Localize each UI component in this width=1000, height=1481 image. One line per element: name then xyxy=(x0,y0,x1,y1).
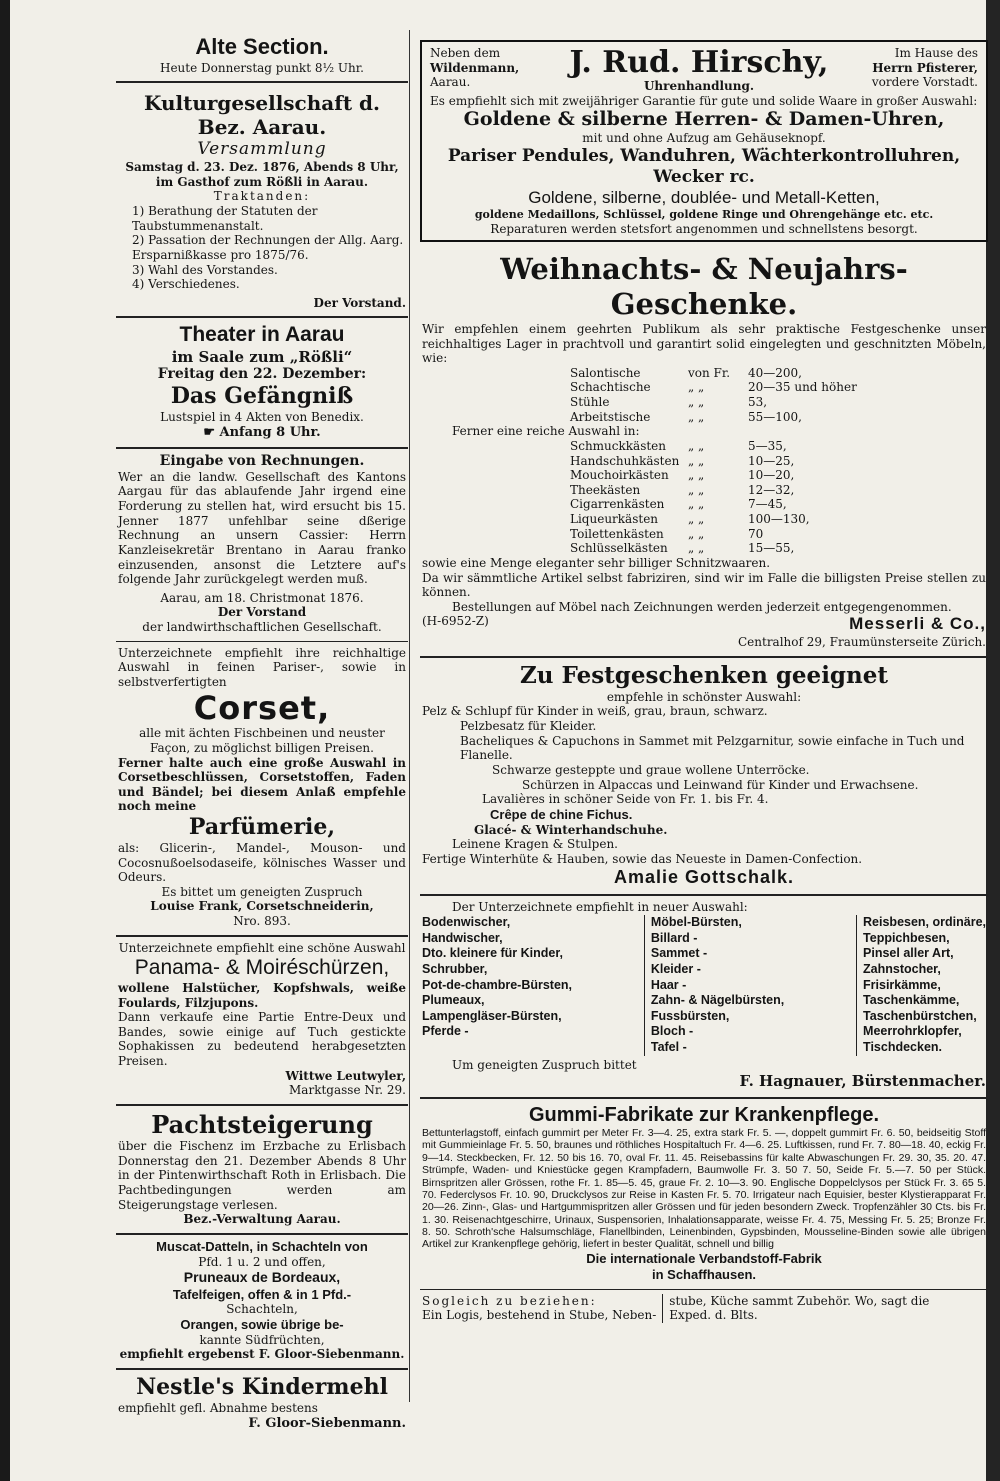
ad-title: Eingabe von Rechnungen. xyxy=(159,452,365,469)
ad-logis xyxy=(420,1290,988,1327)
product-line: Schachteln, xyxy=(226,1302,298,1317)
price-cell-price: 70 xyxy=(748,526,764,541)
list-item: 2) Passation der Rechnungen der Allg. Aarg. Ersparnißkasse pro 1875/76. xyxy=(132,233,404,262)
ad-title: Pachtsteigerung xyxy=(151,1109,373,1139)
price-row xyxy=(570,468,816,483)
list-item: 3) Wahl des Vorstandes. xyxy=(132,262,278,277)
price-row xyxy=(570,512,816,527)
price-row xyxy=(570,497,816,512)
price-cell-pre: von Fr. xyxy=(688,365,731,380)
product-line: Pruneaux de Bordeaux, xyxy=(183,1269,341,1286)
ad-title: Alte Section. xyxy=(195,34,329,59)
ad-date: Aarau, am 18. Christmonat 1876. xyxy=(160,590,364,605)
ad-body: Da wir sämmtliche Artikel selbst fabriziren, sind wir im Falle die billigsten Preise stellen zu können. xyxy=(422,570,986,600)
brush-list xyxy=(422,915,986,1056)
price-table xyxy=(570,439,816,556)
price-row xyxy=(570,439,816,454)
price-row xyxy=(570,541,816,556)
ad-signature: Louise Frank, Corsetschneiderin, xyxy=(150,899,374,914)
brush-column xyxy=(644,915,784,1056)
price-cell-price: 100—130, xyxy=(748,512,810,526)
list-item: Fussbürsten, xyxy=(650,1008,730,1023)
ad-signature: Messerli & Co., xyxy=(849,614,986,634)
ad-address: Nro. 893. xyxy=(233,914,291,929)
ad-subtitle: Heute Donnerstag punkt 8½ Uhr. xyxy=(159,60,364,75)
ad-signature: Wittwe Leutwyler, xyxy=(285,1068,406,1083)
ad-theater xyxy=(116,318,408,448)
ad-hagnauer xyxy=(420,896,988,1098)
ad-signature: Der Vorstand. xyxy=(313,295,406,310)
right-column xyxy=(420,30,988,1327)
ad-title: Panama- & Moiréschürzen, xyxy=(134,956,390,980)
product-line: Pfd. 1 u. 2 und offen, xyxy=(198,1254,326,1269)
price-cell-name: Stühle xyxy=(570,395,610,409)
ad-line: Sogleich zu beziehen: xyxy=(422,1293,597,1308)
list-item: Teppichbesen, xyxy=(863,930,950,945)
product-line: Tafelfeigen, offen & in 1 Pfd.- xyxy=(172,1286,352,1302)
price-cell-price: 40—200, xyxy=(748,365,802,380)
ad-intro: Es empfiehlt sich mit zweijähriger Garantie für gute und solide Waare in großer Auswahl: xyxy=(430,93,978,108)
ad-line: stube, Küche sammt Zubehör. Wo, sagt die xyxy=(669,1293,930,1308)
ad-place: im Gasthof zum Rößli in Aarau. xyxy=(155,174,369,189)
ad-footer: Um geneigten Zuspruch bittet xyxy=(452,1057,637,1072)
scan-edge-left xyxy=(0,0,10,1481)
list-item: Pot-de-chambre-Bürsten, xyxy=(422,977,573,992)
pointing-hand-icon: ☛ xyxy=(203,424,220,440)
ad-body: alle mit ächten Fischbeinen und neuster Façon, zu möglichst billigen Preisen. xyxy=(139,726,385,755)
ad-heading: Pariser Pendules, Wanduhren, Wächterkontrolluhren, Wecker rc. xyxy=(447,146,961,187)
price-cell-name: Salontische xyxy=(570,365,641,380)
price-cell-price: 10—25, xyxy=(748,453,795,468)
price-cell-name: Mouchoirkästen xyxy=(570,468,669,483)
ad-location: vordere Vorstadt. xyxy=(871,75,978,90)
price-cell-pre: „ „ xyxy=(688,512,705,526)
price-cell-price: 20—35 und höher xyxy=(748,380,857,395)
ad-signature: Der Vorstand xyxy=(217,605,307,620)
ad-body: Bettunterlagstoff, einfach gummirt per Meter Fr. 3—4. 25, extra stark Fr. 5. —, doppelt gummirt Fr. 6. 50, beidseitig Stoff mit Gummieinlage Fr. 5. 50, braunes und röthliches Hospitaltuch Fr. 4—6. 25. Luftkissen, rund Fr. 7. 80—18. 40, eckig Fr. 9—14. Steckbecken, Fr. 12. 50 bis 16. 70, oval Fr. 11. 45. Reisebassins für kalte Abwaschungen Fr. 29. 30, 35. 20. 47. Strümpfe, Waden- und Kniestücke gegen Krampfadern, Baumwolle Fr. 3. 50 7. 50, Seide Fr. 5.—7. 50 per Stück. Birnspritzen aller Grössen, rothe Fr. 1. 85—5. 45, graue Fr. 2. 10—3. 90. Englische Doppelclysos per Stück Fr. 3. 65 5. 70. Federclysos Fr. 10. 90, Druckclysos zur Reise in Kasten Fr. 5. 70. Irrigateur nach Equisier, bester Klystierapparat Fr. 20—26. Zinn-, Glas- und Hartgummispritzen aller Grössen und für jeden besondern Zweck. Tropfenzähler 30 Cts. bis Fr. 1. 30. Reisenachtgeschirre, Urinaux, Suspensorien, Inhalationsapparate, weisse Fr. 4. 75, Messing Fr. 5. 25; Bronze Fr. 8. 50. Schroth'sche Halsumschläge, Flanellbinden, Leinenbinden, Gypsbinden, Mousseline-Binden sowie alle übrigen Artikel zur Krankenpflege gehörig, liefert in bester Qualität, schnell und billig xyxy=(422,1127,986,1251)
list-item: 1) Berathung der Statuten der Taubstummenanstalt. xyxy=(132,204,318,233)
price-row xyxy=(570,366,863,381)
ad-heading: Goldene & silberne Herren- & Damen-Uhren, xyxy=(463,108,945,131)
ad-intro: Unterzeichnete empfiehlt ihre reichhaltige Auswahl in feinen Pariser-, sowie in selbstverfertigten xyxy=(118,645,406,689)
list-item: Schwarze gesteppte und graue wollene Unterröcke. xyxy=(492,762,810,777)
price-cell-pre: „ „ xyxy=(688,482,705,497)
ad-title: Zu Festgeschenken geeignet xyxy=(520,661,888,689)
ad-location: Neben dem xyxy=(430,46,501,60)
left-column xyxy=(116,30,408,1437)
ad-body: goldene Medaillons, Schlüssel, goldene Ringe und Ohrengehänge etc. etc. xyxy=(474,208,934,222)
list-item: Zahnstocher, xyxy=(863,961,941,976)
list-item: Fertige Winterhüte & Hauben, sowie das Neueste in Damen-Confection. xyxy=(422,851,863,866)
price-cell-pre: „ „ xyxy=(688,409,705,424)
list-item: Zahn- & Nägelbürsten, xyxy=(650,993,785,1008)
price-row xyxy=(570,395,863,410)
ad-location: Wildenmann, xyxy=(430,60,520,75)
ad-code: (H-6952-Z) xyxy=(422,614,489,629)
ad-footer: Reparaturen werden stetsfort angenommen und schnellstens besorgt. xyxy=(490,221,918,236)
list-item: Möbel-Bürsten, xyxy=(650,915,742,930)
ad-heading: Goldene, silberne, doublée- und Metall-Ketten, xyxy=(528,187,880,207)
ad-body: über die Fischenz im Erzbache zu Erlisbach Donnerstag den 21. Dezember Abends 8 Uhr in der Pintenwirthschaft Roth in Erlisbach. Die Pachtbedingungen werden am Steigerungstage verlesen. xyxy=(118,1139,406,1212)
ad-date: Samstag d. 23. Dez. 1876, Abends 8 Uhr, xyxy=(125,160,399,175)
list-item: Pinsel aller Art, xyxy=(863,946,954,961)
list-item: Pelzbesatz für Kleider. xyxy=(460,719,597,734)
price-cell-name: Schmuckkästen xyxy=(570,438,667,453)
price-cell-pre: „ „ xyxy=(688,541,705,556)
price-cell-price: 5—35, xyxy=(748,438,787,453)
price-cell-name: Cigarrenkästen xyxy=(570,497,665,512)
price-cell-price: 53, xyxy=(748,395,768,409)
ad-location: Im Hause des xyxy=(894,46,978,60)
ad-signature: Die internationale Verbandstoff-Fabrik xyxy=(586,1250,822,1266)
ad-hirschy xyxy=(420,40,988,242)
list-item: Kleider - xyxy=(650,961,701,976)
ad-intro: Wir empfehlen einem geehrten Publikum als sehr praktische Festgeschenke unser reichhaltiges Lager in prachtvoll und garantirt solid eingelegten und geschnitzten Möbeln, wie: xyxy=(422,321,986,366)
ad-heading: Parfümerie, xyxy=(188,814,336,841)
list-item: Lampengläser-Bürsten, xyxy=(422,1008,562,1023)
price-cell-pre: „ „ xyxy=(688,497,705,512)
price-table xyxy=(570,366,863,425)
price-cell-pre: „ „ xyxy=(688,453,705,468)
ad-corset xyxy=(116,642,408,937)
price-cell-pre: „ „ xyxy=(688,395,705,409)
list-item: Sammet - xyxy=(650,946,708,961)
ad-body: mit und ohne Aufzug am Gehäuseknopf. xyxy=(582,131,826,146)
ad-signature: F. Gloor-Siebenmann. xyxy=(248,1415,406,1431)
ad-title: Theater in Aarau xyxy=(179,323,345,347)
ad-heading: Versammlung xyxy=(197,139,327,160)
price-cell-price: 55—100, xyxy=(748,409,802,424)
product-line: Orangen, sowie übrige be- xyxy=(180,1316,344,1332)
price-cell-pre: „ „ xyxy=(688,468,705,483)
list-item: Frisirkämme, xyxy=(863,977,941,992)
list-item: Crêpe de chine Fichus. xyxy=(490,806,633,822)
ad-signature: in Schaffhausen. xyxy=(651,1266,757,1282)
list-item: Billard - xyxy=(650,930,698,945)
ad-body: Es bittet um geneigten Zuspruch xyxy=(161,884,363,899)
price-cell-name: Schachtische xyxy=(570,380,651,395)
ad-body: Bestellungen auf Möbel nach Zeichnungen werden jederzeit entgegengenommen. xyxy=(452,599,952,614)
ad-place: im Saale zum „Rößli“ xyxy=(171,348,353,367)
ad-signature: Bez.-Verwaltung Aarau. xyxy=(183,1212,341,1227)
ad-body: empfiehlt gefl. Abnahme bestens xyxy=(118,1400,318,1415)
ad-address: Centralhof 29, Fraumünsterseite Zürich. xyxy=(737,635,986,650)
ad-weihnachts-geschenke xyxy=(420,248,988,657)
ad-body: wollene Halstücher, Kopfshwals, weiße Foulards, Filzjupons. xyxy=(118,980,406,1010)
ad-body: Dann verkaufe eine Partie Entre-Deux und Bandes, sowie einige auf Tuch gestickte Sophakissen zu bedeutend herabgesetzten Preisen. xyxy=(118,1010,406,1069)
product-line: Muscat-Datteln, in Schachteln von xyxy=(156,1238,368,1254)
list-item: 4) Verschiedenes. xyxy=(132,277,240,292)
list-item: Glacé- & Winterhandschuhe. xyxy=(474,822,668,837)
list-item: Schürzen in Alpaccas und Leinwand für Kinder und Erwachsene. xyxy=(522,777,919,792)
list-item: Haar - xyxy=(650,977,687,992)
ad-body: sowie eine Menge eleganter sehr billiger Schnitzwaaren. xyxy=(422,555,771,570)
play-start: ☛ Anfang 8 Uhr. xyxy=(203,424,321,440)
price-row xyxy=(570,410,863,425)
list-item: Tafel - xyxy=(650,1040,687,1055)
price-row xyxy=(570,483,816,498)
ad-title: Corset, xyxy=(193,688,331,727)
price-row xyxy=(570,527,816,542)
list-item: Schrubber, xyxy=(422,961,488,976)
play-genre: Lustspiel in 4 Akten von Benedix. xyxy=(160,410,364,425)
scan-edge-right xyxy=(986,0,1000,1481)
list-item: Dto. kleinere für Kinder, xyxy=(422,946,564,961)
ad-nestle xyxy=(116,1370,408,1437)
ad-pachtsteigerung xyxy=(116,1106,408,1235)
ad-body: Wer an die landw. Gesellschaft des Kantons Aargau für das ablaufende Jahr irgend eine Forderung zu stellen hat, wird ersucht bis 15. Jenner 1877 unfehlbar seine dßerige Rechnung an unsern Cassier: Herrn Kanzleisekretär Brentano in Aarau franko einzusenden, ansonst die Letztere auf's folgende Jahr zurückgelegt werden muß. xyxy=(118,469,406,587)
ad-gummi-fabrikate xyxy=(420,1099,988,1290)
play-title: Das Gefängniß xyxy=(170,383,354,410)
ad-alte-section xyxy=(116,30,408,83)
list-item: Pferde - xyxy=(422,1024,469,1039)
list-item: Handwischer, xyxy=(422,930,503,945)
ad-subtitle: empfehle in schönster Auswahl: xyxy=(606,689,802,704)
list-item: Plumeaux, xyxy=(422,993,485,1008)
price-cell-price: 7—45, xyxy=(748,497,787,512)
ad-date: Freitag den 22. Dezember: xyxy=(157,366,367,383)
price-cell-name: Arbeitstische xyxy=(570,409,651,424)
price-cell-name: Handschuhkästen xyxy=(570,453,680,468)
price-cell-name: Schlüsselkästen xyxy=(570,541,668,556)
list-item: Reisbesen, ordinäre, xyxy=(863,915,986,930)
ad-body: Ferner eine reiche Auswahl in: xyxy=(452,424,640,439)
ad-intro: Der Unterzeichnete empfiehlt in neuer Auswahl: xyxy=(452,900,748,915)
ad-location: Aarau. xyxy=(430,75,471,90)
brush-column xyxy=(422,915,572,1056)
ad-eingabe-rechnungen xyxy=(116,449,408,642)
ad-signature: F. Hagnauer, Bürstenmacher. xyxy=(739,1072,986,1091)
list-item: Tischdecken. xyxy=(863,1040,943,1055)
ad-trade: Uhrenhandlung. xyxy=(643,79,755,93)
ad-signature: empfiehlt ergebenst F. Gloor-Siebenmann. xyxy=(119,1347,405,1362)
list-item: Leinene Kragen & Stulpen. xyxy=(452,837,618,852)
ad-title: Nestle's Kindermehl xyxy=(136,1374,388,1401)
list-item: Bloch - xyxy=(650,1024,694,1039)
ad-signature: Amalie Gottschalk. xyxy=(613,866,795,887)
ad-line: Ein Logis, bestehend in Stube, Neben- xyxy=(422,1308,657,1323)
ad-traktanden: Traktanden: xyxy=(213,189,311,204)
column-divider xyxy=(409,30,410,1402)
ad-title: J. Rud. Hirschy, xyxy=(569,45,829,80)
ad-address: Marktgasse Nr. 29. xyxy=(289,1083,406,1098)
price-cell-pre: „ „ xyxy=(688,526,705,541)
ad-panama xyxy=(116,937,408,1106)
list-item: Bodenwischer, xyxy=(422,915,511,930)
list-item: Bacheliques & Capuchons in Sammet mit Pelzgarnitur, sowie einfache in Tuch und Flanelle. xyxy=(460,733,965,763)
ad-title: Kulturgesellschaft d. Bez. Aarau. xyxy=(144,91,380,140)
price-cell-price: 12—32, xyxy=(748,482,795,497)
ad-title: Weihnachts- & Neujahrs-Geschenke. xyxy=(500,252,908,322)
price-cell-pre: „ „ xyxy=(688,380,705,395)
ad-muscat xyxy=(116,1235,408,1370)
product-line: kannte Südfrüchten, xyxy=(199,1332,325,1347)
ad-kulturgesellschaft xyxy=(116,87,408,318)
price-cell-name: Liqueurkästen xyxy=(570,512,659,526)
list-item: Taschenkämme, xyxy=(863,993,960,1008)
ad-signature-sub: der landwirthschaftlichen Gesellschaft. xyxy=(142,620,382,635)
price-cell-name: Toilettenkästen xyxy=(570,526,664,541)
list-item: Taschenbürstchen, xyxy=(863,1008,977,1023)
ad-line: Exped. d. Blts. xyxy=(669,1308,758,1323)
price-row xyxy=(570,380,863,395)
list-item: Meerrohrklopfer, xyxy=(863,1024,962,1039)
list-item: Pelz & Schlupf für Kinder in weiß, grau, braun, schwarz. xyxy=(422,704,768,719)
ad-intro: Unterzeichnete empfiehlt eine schöne Auswahl xyxy=(118,940,406,955)
price-row xyxy=(570,454,816,469)
ad-body: Ferner halte auch eine große Auswahl in Corsetbeschlüssen, Corsetstoffen, Faden und Bändel; bei diesem Anlaß empfehle noch meine xyxy=(118,755,406,814)
brush-column xyxy=(856,915,986,1056)
price-cell-name: Theekästen xyxy=(570,482,641,497)
price-cell-price: 15—55, xyxy=(748,541,795,556)
ad-body: als: Glicerin-, Mandel-, Mouson- und Cocosnußoelsodaseife, kölnisches Wasser und Odeurs. xyxy=(118,840,406,885)
ad-title: Gummi-Fabrikate zur Krankenpflege. xyxy=(528,1103,880,1126)
price-cell-pre: „ „ xyxy=(688,438,705,453)
ad-location: Herrn Pfisterer, xyxy=(872,60,978,75)
price-cell-price: 10—20, xyxy=(748,468,795,483)
ad-festgeschenke xyxy=(420,658,988,897)
list-item: Lavalières in schöner Seide von Fr. 1. bis Fr. 4. xyxy=(482,792,769,807)
